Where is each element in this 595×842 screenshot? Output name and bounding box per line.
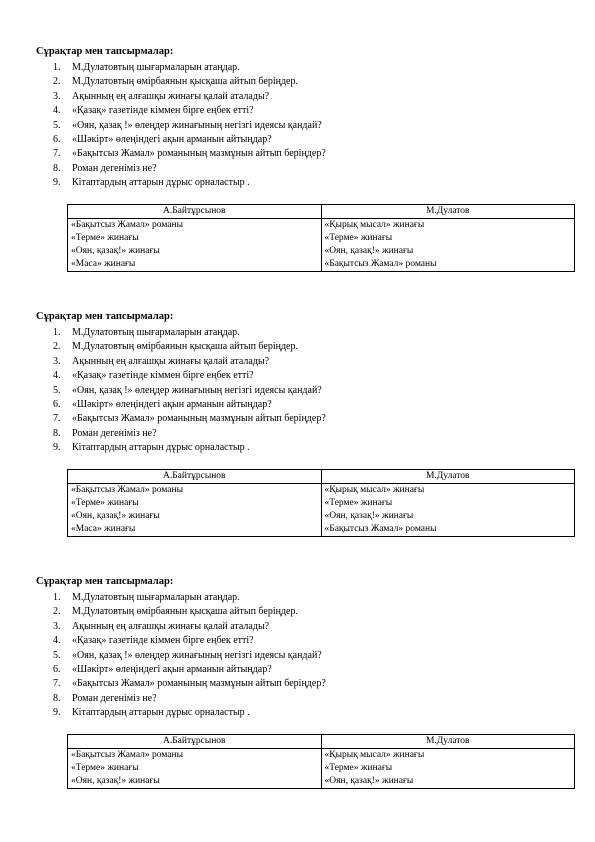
table-header-row — [68, 734, 575, 748]
table-cell: «Терме» жинағы — [68, 762, 322, 775]
table-cell: «Терме» жинағы — [321, 497, 575, 510]
table-row — [68, 762, 575, 775]
table-cell: «Бақытсыз Жамал» романы — [68, 218, 322, 232]
question-text: «Қазақ» газетінде кіммен бірге еңбек етті? — [72, 105, 254, 117]
question-item — [36, 706, 576, 720]
question-number: 1. — [53, 592, 61, 603]
table-cell: «Маса» жинағы — [68, 258, 322, 272]
table-cell: «Оян, қазақ!» жинағы — [321, 245, 575, 258]
question-item — [36, 634, 576, 648]
table-row — [68, 483, 575, 497]
question-item — [36, 355, 576, 369]
table-row — [68, 258, 575, 272]
question-item — [36, 620, 576, 634]
table-cell: «Терме» жинағы — [321, 762, 575, 775]
column-header-dulatov: М.Дулатов — [321, 469, 575, 483]
question-text: «Шәкірт» өлеңіндегі ақын арманын айтыңдар? — [72, 663, 272, 675]
table-row — [68, 748, 575, 762]
question-number: 2. — [53, 606, 61, 618]
table-cell: «Қырық мысал» жинағы — [321, 483, 575, 497]
table-row — [68, 497, 575, 510]
column-header-dulatov: М.Дулатов — [321, 204, 575, 218]
question-text: Ақынның ең алғашқы жинағы қалай аталады? — [72, 355, 270, 367]
question-number: 3. — [53, 90, 61, 102]
question-list — [36, 591, 576, 721]
question-number: 9. — [53, 707, 61, 719]
book-matching-table — [67, 469, 575, 537]
question-number: 7. — [53, 413, 61, 425]
worksheet-block-2 — [36, 310, 576, 537]
question-item — [36, 663, 576, 677]
table-cell: «Оян, қазақ!» жинағы — [68, 510, 322, 523]
question-number: 5. — [53, 384, 61, 396]
table-cell: «Бақытсыз Жамал» романы — [68, 748, 322, 762]
question-item — [36, 133, 576, 147]
question-number: 7. — [53, 148, 61, 160]
question-number: 2. — [53, 76, 61, 88]
table-cell: «Оян, қазақ!» жинағы — [68, 245, 322, 258]
question-number: 7. — [53, 678, 61, 690]
table-cell: «Оян, қазақ!» жинағы — [321, 775, 575, 789]
question-item — [36, 340, 576, 354]
table-row — [68, 218, 575, 232]
question-item — [36, 412, 576, 426]
question-text: «Шәкірт» өлеңіндегі ақын арманын айтыңдар? — [72, 133, 272, 145]
question-item — [36, 104, 576, 118]
question-text: «Оян, қазақ !» өлеңдер жинағының негізгі идеясы қандай? — [72, 119, 322, 131]
question-item — [36, 605, 576, 619]
question-text: М.Дулатовтың шығармаларын атаңдар. — [72, 327, 240, 338]
question-item — [36, 427, 576, 441]
question-number: 6. — [53, 398, 61, 410]
table-header-row — [68, 204, 575, 218]
question-item — [36, 591, 576, 605]
question-text: «Бақытсыз Жамал» романының мазмұнын айтып беріңдер? — [72, 148, 326, 160]
question-number: 6. — [53, 133, 61, 145]
question-text: «Шәкірт» өлеңіндегі ақын арманын айтыңдар? — [72, 398, 272, 410]
question-number: 4. — [53, 370, 61, 382]
table-cell: «Терме» жинағы — [68, 232, 322, 245]
question-list — [36, 326, 576, 456]
table-header-row — [68, 469, 575, 483]
table-row — [68, 245, 575, 258]
question-text: Кітаптардың аттарын дұрыс орналастыр . — [72, 707, 250, 719]
question-number: 8. — [53, 692, 61, 704]
column-header-baitursynov: А.Байтұрсынов — [68, 734, 322, 748]
table-cell: «Бақытсыз Жамал» романы — [321, 523, 575, 537]
question-text: М.Дулатовтың шығармаларын атаңдар. — [72, 62, 240, 73]
question-number: 1. — [53, 62, 61, 73]
question-text: «Оян, қазақ !» өлеңдер жинағының негізгі идеясы қандай? — [72, 384, 322, 396]
question-item — [36, 119, 576, 133]
worksheet-block-1 — [36, 45, 576, 272]
question-text: Роман дегеніміз не? — [72, 692, 157, 704]
question-item — [36, 176, 576, 190]
table-cell: «Терме» жинағы — [68, 497, 322, 510]
table-cell: «Оян, қазақ!» жинағы — [321, 510, 575, 523]
book-matching-table — [67, 204, 575, 272]
table-row — [68, 523, 575, 537]
question-text: М.Дулатовтың өмірбаянын қысқаша айтып беріңдер. — [72, 76, 298, 88]
question-text: Роман дегеніміз не? — [72, 162, 157, 174]
table-row — [68, 510, 575, 523]
question-text: М.Дулатовтың шығармаларын атаңдар. — [72, 592, 240, 603]
question-number: 8. — [53, 427, 61, 439]
table-row — [68, 232, 575, 245]
table-cell: «Терме» жинағы — [321, 232, 575, 245]
section-heading: Сұрақтар мен тапсырмалар: — [36, 46, 174, 57]
question-number: 8. — [53, 162, 61, 174]
question-item — [36, 692, 576, 706]
table-cell: «Қырық мысал» жинағы — [321, 218, 575, 232]
question-item — [36, 398, 576, 412]
question-item — [36, 75, 576, 89]
table-cell: «Оян, қазақ!» жинағы — [68, 775, 322, 789]
question-list — [36, 61, 576, 191]
worksheet-block-3 — [36, 575, 576, 789]
book-matching-table — [67, 734, 575, 789]
table-cell: «Қырық мысал» жинағы — [321, 748, 575, 762]
question-number: 2. — [53, 341, 61, 353]
question-text: Роман дегеніміз не? — [72, 427, 157, 439]
table-cell: «Маса» жинағы — [68, 523, 322, 537]
question-text: «Бақытсыз Жамал» романының мазмұнын айтып беріңдер? — [72, 413, 326, 425]
question-number: 9. — [53, 442, 61, 454]
question-number: 5. — [53, 649, 61, 661]
question-text: Кітаптардың аттарын дұрыс орналастыр . — [72, 177, 250, 189]
question-item — [36, 61, 576, 75]
table-cell: «Бақытсыз Жамал» романы — [321, 258, 575, 272]
question-text: «Қазақ» газетінде кіммен бірге еңбек етті? — [72, 635, 254, 647]
question-item — [36, 147, 576, 161]
question-item — [36, 369, 576, 383]
question-number: 3. — [53, 620, 61, 632]
question-item — [36, 384, 576, 398]
question-number: 6. — [53, 663, 61, 675]
question-item — [36, 677, 576, 691]
question-number: 4. — [53, 105, 61, 117]
question-text: М.Дулатовтың өмірбаянын қысқаша айтып беріңдер. — [72, 341, 298, 353]
question-item — [36, 441, 576, 455]
question-number: 5. — [53, 119, 61, 131]
column-header-baitursynov: А.Байтұрсынов — [68, 469, 322, 483]
question-text: «Бақытсыз Жамал» романының мазмұнын айтып беріңдер? — [72, 678, 326, 690]
section-heading: Сұрақтар мен тапсырмалар: — [36, 311, 174, 322]
question-text: «Қазақ» газетінде кіммен бірге еңбек етті? — [72, 370, 254, 382]
column-header-dulatov: М.Дулатов — [321, 734, 575, 748]
table-cell: «Бақытсыз Жамал» романы — [68, 483, 322, 497]
question-text: Ақынның ең алғашқы жинағы қалай аталады? — [72, 620, 270, 632]
question-item — [36, 649, 576, 663]
question-text: Ақынның ең алғашқы жинағы қалай аталады? — [72, 90, 270, 102]
question-text: «Оян, қазақ !» өлеңдер жинағының негізгі идеясы қандай? — [72, 649, 322, 661]
question-number: 9. — [53, 177, 61, 189]
question-item — [36, 162, 576, 176]
question-number: 1. — [53, 327, 61, 338]
question-item — [36, 90, 576, 104]
question-text: Кітаптардың аттарын дұрыс орналастыр . — [72, 442, 250, 454]
column-header-baitursynov: А.Байтұрсынов — [68, 204, 322, 218]
question-number: 3. — [53, 355, 61, 367]
question-item — [36, 326, 576, 340]
question-text: М.Дулатовтың өмірбаянын қысқаша айтып беріңдер. — [72, 606, 298, 618]
table-row — [68, 775, 575, 789]
section-heading: Сұрақтар мен тапсырмалар: — [36, 576, 174, 587]
question-number: 4. — [53, 635, 61, 647]
